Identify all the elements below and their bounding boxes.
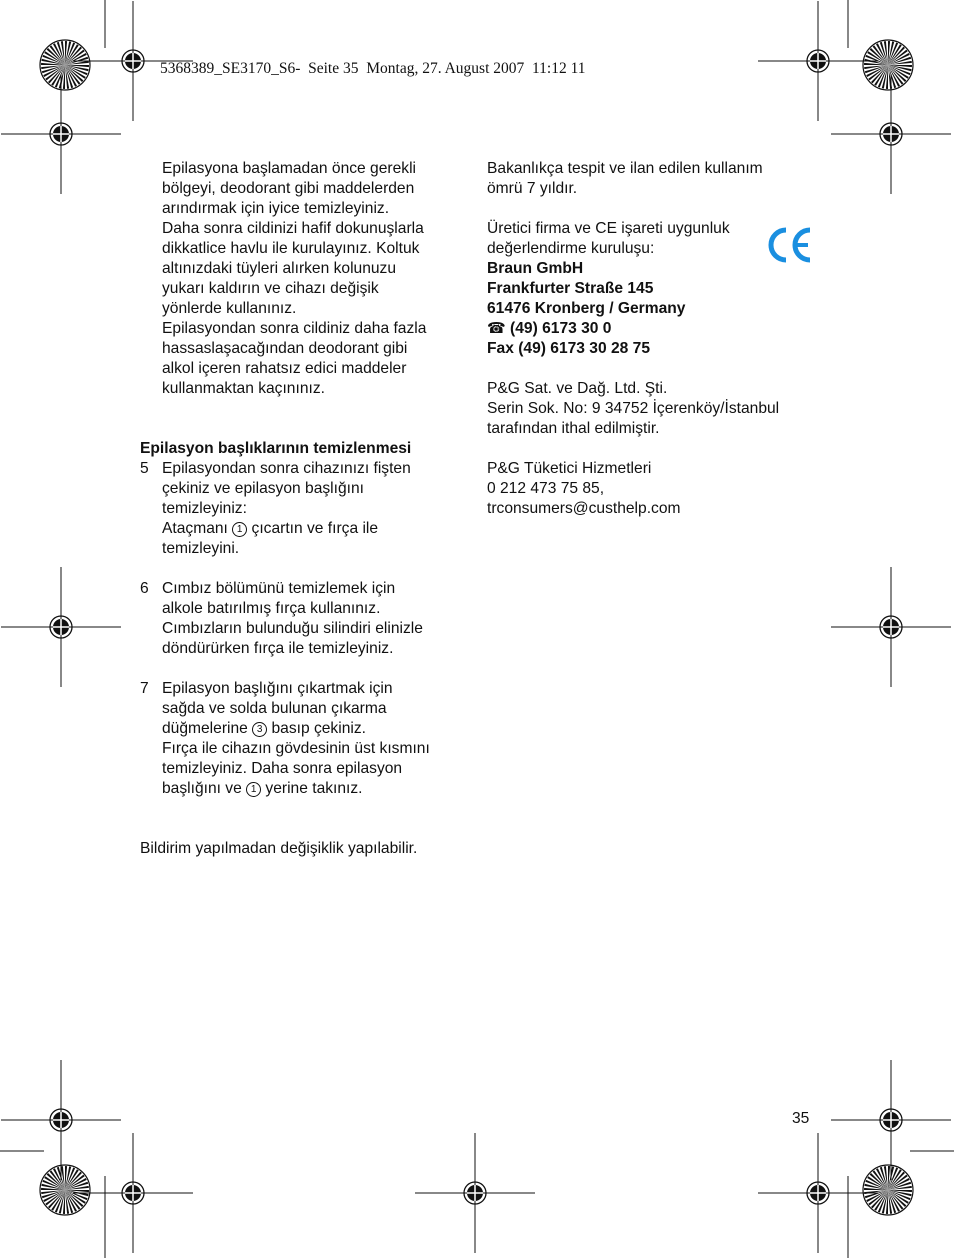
- intro-line: Epilasyondan sonra cildiniz daha fazla: [162, 320, 427, 337]
- service-email: trconsumers@custhelp.com: [487, 500, 681, 517]
- registration-crosshair: [1, 567, 121, 687]
- registration-crosshair: [758, 1133, 878, 1253]
- lifetime-line: Bakanlıkça tespit ve ilan edilen kullanım: [487, 160, 763, 177]
- intro-line: altınızdaki tüyleri alırken kolunuzu: [162, 260, 397, 277]
- company-phone: ☎ (49) 6173 30 0: [487, 320, 612, 337]
- company-city: 61476 Kronberg / Germany: [487, 300, 686, 317]
- intro-line: kullanmaktan kaçınınız.: [162, 380, 325, 397]
- step-number: 7: [140, 680, 149, 697]
- intro-line: Epilasyona başlamadan önce gerekli: [162, 160, 416, 177]
- intro-line: yönlerde kullanınız.: [162, 300, 297, 317]
- lifetime-line: ömrü 7 yıldır.: [487, 180, 578, 197]
- registration-crosshair: [831, 74, 951, 194]
- intro-line: alkol içeren rahatsız edici maddeler: [162, 360, 407, 377]
- registration-crosshair: [831, 567, 951, 687]
- registration-starburst: [40, 40, 90, 90]
- service-line: P&G Tüketici Hizmetleri: [487, 460, 652, 477]
- registration-crosshair: [73, 1133, 193, 1253]
- page-number: 35: [792, 1110, 810, 1127]
- step-line: Cımbızların bulunduğu silindiri elinizle: [162, 620, 423, 637]
- print-info-header: 5368389_SE3170_S6- Seite 35 Montag, 27. August 2007 11:12 11: [160, 60, 586, 77]
- step-line: sağda ve solda bulunan çıkarma: [162, 700, 387, 717]
- step-line: düğmelerine 3 basıp çekiniz.: [162, 720, 366, 737]
- step-line: Fırça ile cihazın gövdesinin üst kısmını: [162, 740, 430, 757]
- registration-starburst: [863, 1165, 913, 1215]
- intro-line: yukarı kaldırın ve cihazı değişik: [162, 280, 379, 297]
- registration-crosshair: [1, 74, 121, 194]
- step-line: Cımbız bölümünü temizlemek için: [162, 580, 396, 597]
- registration-starburst: [40, 1165, 90, 1215]
- step-line: döndürürken fırça ile temizleyiniz.: [162, 640, 394, 657]
- step-line: çekiniz ve epilasyon başlığını: [162, 480, 364, 497]
- step-line: temizleyiniz. Daha sonra epilasyon: [162, 760, 403, 777]
- step-line: Epilasyondan sonra cihazınızı fişten: [162, 460, 411, 477]
- phone-icon: ☎: [487, 320, 506, 337]
- intro-line: arındırmak için iyice temizleyiniz.: [162, 200, 390, 217]
- importer-line: Serin Sok. No: 9 34752 İçerenköy/İstanbul: [487, 400, 780, 417]
- registration-crosshair: [415, 1133, 535, 1253]
- importer-line: P&G Sat. ve Dağ. Ltd. Şti.: [487, 380, 668, 397]
- intro-line: hassaslaşacağından deodorant gibi: [162, 340, 408, 357]
- step-line: Epilasyon başlığını çıkartmak için: [162, 680, 393, 697]
- manufacturer-intro-line: Üretici firma ve CE işareti uygunluk: [487, 220, 730, 237]
- intro-line: dikkatlice havlu ile kurulayınız. Koltuk: [162, 240, 420, 257]
- step-line: Ataçmanı 1 çıcartın ve fırça ile: [162, 520, 379, 537]
- importer-line: tarafından ithal edilmiştir.: [487, 420, 660, 437]
- change-notice: Bildirim yapılmadan değişiklik yapılabilir.: [140, 840, 418, 857]
- registration-starburst: [863, 40, 913, 90]
- manufacturer-intro-line: değerlendirme kuruluşu:: [487, 240, 655, 257]
- intro-line: bölgeyi, deodorant gibi maddelerden: [162, 180, 415, 197]
- step-line: temizleyini.: [162, 540, 240, 557]
- service-line: 0 212 473 75 85,: [487, 480, 605, 497]
- step-number: 5: [140, 460, 149, 477]
- registration-crosshair: [831, 1060, 951, 1180]
- step-line: alkole batırılmış fırça kullanınız.: [162, 600, 381, 617]
- section-heading: Epilasyon başlıklarının temizlenmesi: [140, 440, 412, 457]
- company-street: Frankfurter Straße 145: [487, 280, 654, 297]
- intro-line: Daha sonra cildinizi hafif dokunuşlarla: [162, 220, 424, 237]
- reference-number-circle: 3: [252, 722, 267, 737]
- step-line: temizleyiniz:: [162, 500, 247, 517]
- reference-number-circle: 1: [232, 522, 247, 537]
- reference-number-circle: 1: [246, 782, 261, 797]
- company-fax: Fax (49) 6173 30 28 75: [487, 340, 650, 357]
- registration-crosshair: [73, 1, 193, 121]
- step-line: başlığını ve 1 yerine takınız.: [162, 780, 363, 797]
- registration-crosshair: [1, 1060, 121, 1180]
- step-number: 6: [140, 580, 149, 597]
- company-name: Braun GmbH: [487, 260, 584, 277]
- registration-crosshair: [758, 1, 878, 121]
